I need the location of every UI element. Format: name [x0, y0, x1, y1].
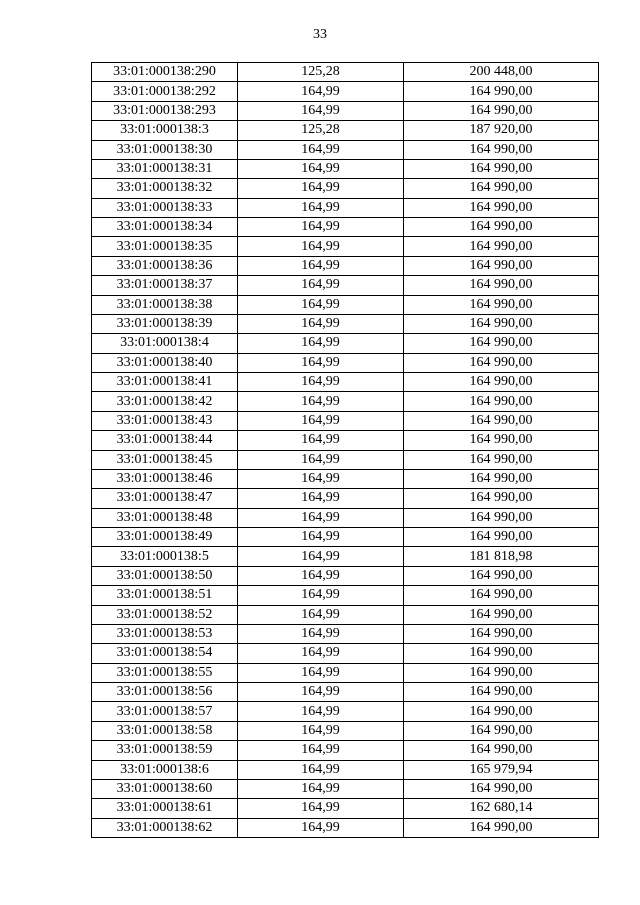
area-cell: 164,99	[238, 702, 404, 721]
value-cell: 164 990,00	[404, 663, 599, 682]
value-cell: 164 990,00	[404, 256, 599, 275]
value-cell: 164 990,00	[404, 702, 599, 721]
cadastral-number-cell: 33:01:000138:39	[92, 314, 238, 333]
table-row	[92, 624, 599, 643]
area-cell: 164,99	[238, 218, 404, 237]
table-row	[92, 159, 599, 178]
area-cell: 164,99	[238, 237, 404, 256]
area-cell: 164,99	[238, 334, 404, 353]
cadastral-number-cell: 33:01:000138:52	[92, 605, 238, 624]
area-cell: 164,99	[238, 818, 404, 837]
cadastral-number-cell: 33:01:000138:5	[92, 547, 238, 566]
table-row	[92, 373, 599, 392]
cadastral-number-cell: 33:01:000138:48	[92, 508, 238, 527]
area-cell: 164,99	[238, 353, 404, 372]
cadastral-number-cell: 33:01:000138:38	[92, 295, 238, 314]
area-cell: 164,99	[238, 663, 404, 682]
table-row	[92, 683, 599, 702]
value-cell: 164 990,00	[404, 237, 599, 256]
table-row	[92, 779, 599, 798]
area-cell: 164,99	[238, 741, 404, 760]
cadastral-number-cell: 33:01:000138:45	[92, 450, 238, 469]
table-row	[92, 276, 599, 295]
area-cell: 164,99	[238, 140, 404, 159]
cadastral-number-cell: 33:01:000138:37	[92, 276, 238, 295]
area-cell: 164,99	[238, 295, 404, 314]
table-row	[92, 663, 599, 682]
table-row	[92, 469, 599, 488]
table-row	[92, 82, 599, 101]
value-cell: 164 990,00	[404, 528, 599, 547]
value-cell: 164 990,00	[404, 605, 599, 624]
cadastral-number-cell: 33:01:000138:59	[92, 741, 238, 760]
cadastral-number-cell: 33:01:000138:292	[92, 82, 238, 101]
area-cell: 164,99	[238, 101, 404, 120]
area-cell: 164,99	[238, 469, 404, 488]
cadastral-number-cell: 33:01:000138:293	[92, 101, 238, 120]
cadastral-number-cell: 33:01:000138:47	[92, 489, 238, 508]
value-cell: 164 990,00	[404, 392, 599, 411]
cadastral-number-cell: 33:01:000138:290	[92, 63, 238, 82]
cadastral-number-cell: 33:01:000138:34	[92, 218, 238, 237]
cadastral-number-cell: 33:01:000138:36	[92, 256, 238, 275]
table-row	[92, 179, 599, 198]
area-cell: 164,99	[238, 683, 404, 702]
table-body	[92, 63, 599, 838]
value-cell: 164 990,00	[404, 334, 599, 353]
cadastral-number-cell: 33:01:000138:60	[92, 779, 238, 798]
value-cell: 164 990,00	[404, 818, 599, 837]
cadastral-number-cell: 33:01:000138:3	[92, 121, 238, 140]
table-row	[92, 721, 599, 740]
value-cell: 164 990,00	[404, 489, 599, 508]
value-cell: 164 990,00	[404, 431, 599, 450]
value-cell: 164 990,00	[404, 373, 599, 392]
value-cell: 164 990,00	[404, 721, 599, 740]
table-row	[92, 450, 599, 469]
table-row	[92, 605, 599, 624]
area-cell: 125,28	[238, 63, 404, 82]
table-row	[92, 741, 599, 760]
area-cell: 164,99	[238, 547, 404, 566]
table-row	[92, 411, 599, 430]
value-cell: 164 990,00	[404, 101, 599, 120]
cadastral-number-cell: 33:01:000138:41	[92, 373, 238, 392]
cadastral-number-cell: 33:01:000138:51	[92, 586, 238, 605]
cadastral-number-cell: 33:01:000138:44	[92, 431, 238, 450]
value-cell: 164 990,00	[404, 683, 599, 702]
value-cell: 164 990,00	[404, 586, 599, 605]
value-cell: 164 990,00	[404, 198, 599, 217]
area-cell: 125,28	[238, 121, 404, 140]
table-row	[92, 101, 599, 120]
value-cell: 164 990,00	[404, 508, 599, 527]
table-row	[92, 818, 599, 837]
area-cell: 164,99	[238, 760, 404, 779]
cadastral-number-cell: 33:01:000138:33	[92, 198, 238, 217]
table-row	[92, 256, 599, 275]
value-cell: 164 990,00	[404, 276, 599, 295]
cadastral-number-cell: 33:01:000138:35	[92, 237, 238, 256]
cadastral-number-cell: 33:01:000138:31	[92, 159, 238, 178]
table-row	[92, 566, 599, 585]
table-row	[92, 528, 599, 547]
table-row	[92, 121, 599, 140]
cadastral-number-cell: 33:01:000138:56	[92, 683, 238, 702]
table-row	[92, 547, 599, 566]
value-cell: 164 990,00	[404, 624, 599, 643]
value-cell: 164 990,00	[404, 450, 599, 469]
value-cell: 164 990,00	[404, 779, 599, 798]
table-row	[92, 334, 599, 353]
table-row	[92, 508, 599, 527]
table-row	[92, 63, 599, 82]
table-row	[92, 218, 599, 237]
value-cell: 164 990,00	[404, 411, 599, 430]
value-cell: 164 990,00	[404, 469, 599, 488]
cadastral-number-cell: 33:01:000138:30	[92, 140, 238, 159]
area-cell: 164,99	[238, 605, 404, 624]
cadastral-number-cell: 33:01:000138:6	[92, 760, 238, 779]
area-cell: 164,99	[238, 508, 404, 527]
area-cell: 164,99	[238, 624, 404, 643]
table-row	[92, 140, 599, 159]
value-cell: 164 990,00	[404, 566, 599, 585]
area-cell: 164,99	[238, 373, 404, 392]
table-row	[92, 489, 599, 508]
table-row	[92, 760, 599, 779]
cadastral-number-cell: 33:01:000138:62	[92, 818, 238, 837]
area-cell: 164,99	[238, 644, 404, 663]
value-cell: 200 448,00	[404, 63, 599, 82]
area-cell: 164,99	[238, 314, 404, 333]
table-row	[92, 392, 599, 411]
area-cell: 164,99	[238, 82, 404, 101]
value-cell: 165 979,94	[404, 760, 599, 779]
table-row	[92, 799, 599, 818]
page-number: 33	[313, 27, 327, 42]
cadastral-number-cell: 33:01:000138:58	[92, 721, 238, 740]
table-row	[92, 237, 599, 256]
table-row	[92, 586, 599, 605]
value-cell: 164 990,00	[404, 82, 599, 101]
table-row	[92, 702, 599, 721]
value-cell: 164 990,00	[404, 179, 599, 198]
table-row	[92, 353, 599, 372]
cadastral-number-cell: 33:01:000138:46	[92, 469, 238, 488]
area-cell: 164,99	[238, 566, 404, 585]
area-cell: 164,99	[238, 198, 404, 217]
value-cell: 181 818,98	[404, 547, 599, 566]
cadastral-number-cell: 33:01:000138:43	[92, 411, 238, 430]
area-cell: 164,99	[238, 799, 404, 818]
area-cell: 164,99	[238, 431, 404, 450]
value-cell: 164 990,00	[404, 644, 599, 663]
area-cell: 164,99	[238, 450, 404, 469]
value-cell: 162 680,14	[404, 799, 599, 818]
table-row	[92, 198, 599, 217]
value-cell: 164 990,00	[404, 314, 599, 333]
area-cell: 164,99	[238, 721, 404, 740]
area-cell: 164,99	[238, 276, 404, 295]
value-cell: 164 990,00	[404, 741, 599, 760]
cadastral-number-cell: 33:01:000138:57	[92, 702, 238, 721]
area-cell: 164,99	[238, 256, 404, 275]
table-row	[92, 314, 599, 333]
area-cell: 164,99	[238, 489, 404, 508]
area-cell: 164,99	[238, 528, 404, 547]
cadastral-number-cell: 33:01:000138:54	[92, 644, 238, 663]
area-cell: 164,99	[238, 392, 404, 411]
value-cell: 187 920,00	[404, 121, 599, 140]
value-cell: 164 990,00	[404, 295, 599, 314]
area-cell: 164,99	[238, 779, 404, 798]
cadastral-number-cell: 33:01:000138:61	[92, 799, 238, 818]
area-cell: 164,99	[238, 179, 404, 198]
area-cell: 164,99	[238, 411, 404, 430]
table-row	[92, 295, 599, 314]
cadastral-number-cell: 33:01:000138:4	[92, 334, 238, 353]
value-cell: 164 990,00	[404, 159, 599, 178]
area-cell: 164,99	[238, 159, 404, 178]
cadastral-number-cell: 33:01:000138:53	[92, 624, 238, 643]
cadastral-number-cell: 33:01:000138:40	[92, 353, 238, 372]
cadastral-number-cell: 33:01:000138:49	[92, 528, 238, 547]
data-table	[91, 62, 599, 838]
value-cell: 164 990,00	[404, 140, 599, 159]
value-cell: 164 990,00	[404, 353, 599, 372]
cadastral-number-cell: 33:01:000138:50	[92, 566, 238, 585]
table-row	[92, 644, 599, 663]
value-cell: 164 990,00	[404, 218, 599, 237]
area-cell: 164,99	[238, 586, 404, 605]
cadastral-number-cell: 33:01:000138:32	[92, 179, 238, 198]
table-row	[92, 431, 599, 450]
cadastral-number-cell: 33:01:000138:42	[92, 392, 238, 411]
cadastral-number-cell: 33:01:000138:55	[92, 663, 238, 682]
